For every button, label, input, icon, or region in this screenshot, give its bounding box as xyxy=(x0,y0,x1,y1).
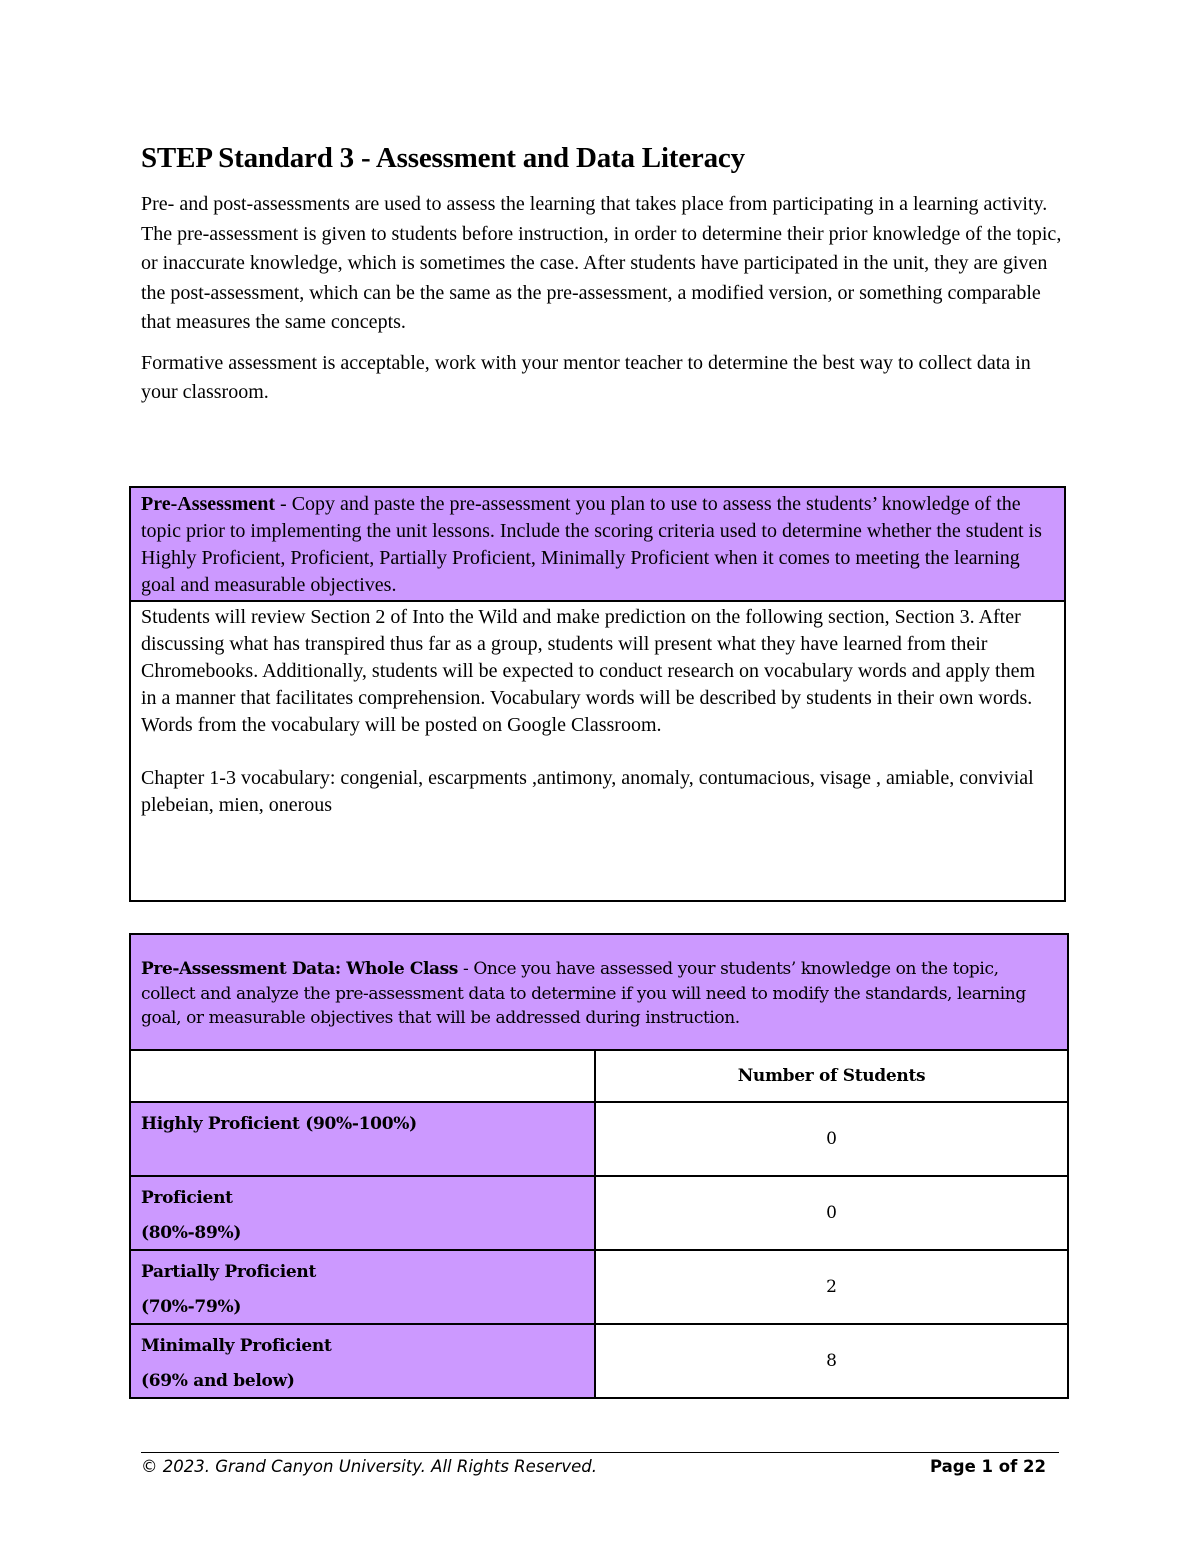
count-cell-highly-proficient[interactable]: 0 xyxy=(826,1129,837,1149)
table-row xyxy=(131,1325,1067,1397)
row-label-highly-proficient xyxy=(131,1103,596,1175)
row-label-line-1: Partially Proficient xyxy=(141,1262,317,1282)
row-label-line-2: (70%-79%) xyxy=(141,1297,242,1317)
page-prefix: Page xyxy=(930,1457,982,1476)
table-header-row xyxy=(131,1051,1067,1103)
row-label-partially-proficient xyxy=(131,1251,596,1323)
table-row xyxy=(131,1103,1067,1177)
intro-paragraph-1: Pre- and post-assessments are used to assess the learning that takes place from participating in a learning activity. The pre-assessment is given to students before instruction, in order to determine their prior knowledge of the topic, or inaccurate knowledge, which is sometimes the case. After students have participated in the unit, they are given the post-assessment, which can be the same as the pre-assessment, a modified version, or something comparable that measures the same concepts. xyxy=(141,193,1062,333)
page-total: 22 xyxy=(1023,1457,1046,1476)
pre-assessment-heading xyxy=(131,488,1064,602)
pre-assessment-box xyxy=(129,486,1066,902)
column-header-number-of-students: Number of Students xyxy=(737,1066,926,1086)
row-label-line-2: (80%-89%) xyxy=(141,1223,242,1243)
pre-assessment-heading-bold: Pre-Assessment xyxy=(141,493,276,515)
pre-assessment-heading-text: - Copy and paste the pre-assessment you plan to use to assess the students’ knowledge of the topic prior to implementing the unit lessons. Include the scoring criteria used to determine whether the student is Highly Proficient, Proficient, Partially Proficient, Minimally Proficient when it comes to meeting the learning goal and measurable objectives. xyxy=(141,493,1042,596)
copyright-text: 2023. Grand Canyon University. All Rights Reserved. xyxy=(157,1457,597,1476)
data-table-heading-bold: Pre-Assessment Data: Whole Class xyxy=(141,959,458,979)
row-label-line-1: Proficient xyxy=(141,1188,233,1208)
intro-text xyxy=(141,190,1071,419)
pre-assessment-response[interactable] xyxy=(131,602,1064,900)
page-title: STEP Standard 3 - Assessment and Data Literacy xyxy=(141,142,745,174)
page-current: 1 xyxy=(981,1457,994,1476)
row-label-line-2: (69% and below) xyxy=(141,1371,295,1391)
row-label-line-1: Highly Proficient (90%-100%) xyxy=(141,1114,417,1134)
footer-divider xyxy=(141,1452,1059,1453)
copyright-symbol: © xyxy=(141,1457,158,1476)
table-header-empty-cell xyxy=(131,1051,596,1101)
footer-copyright xyxy=(141,1457,597,1476)
pre-assessment-data-table xyxy=(129,933,1069,1399)
row-label-proficient xyxy=(131,1177,596,1249)
data-table-heading xyxy=(131,935,1067,1051)
data-table-heading-text: - Once you have assessed your students’ knowledge on the topic, collect and analyze the pre-assessment data to determine if you will need to modify the standards, learning goal, or measurable objectives that will be addressed during instruction. xyxy=(141,959,1026,1028)
table-row xyxy=(131,1177,1067,1251)
count-cell-proficient[interactable]: 0 xyxy=(826,1203,837,1223)
pre-assessment-response-paragraph-1: Students will review Section 2 of Into the Wild and make prediction on the following section, Section 3. After discussing what has transpired thus far as a group, students will present what they have learned from their Chromebooks. Additionally, students will be expected to conduct research on vocabulary words and apply them in a manner that facilitates comprehension. Vocabulary words will be described by students in their own words. Words from the vocabulary will be posted on Google Classroom. xyxy=(141,606,1036,736)
pre-assessment-vocabulary: Chapter 1-3 vocabulary: congenial, escarpments ,antimony, anomaly, contumacious, visage , amiable, convivial plebeian, mien, onerous xyxy=(141,767,1034,816)
row-label-line-1: Minimally Proficient xyxy=(141,1336,332,1356)
intro-paragraph-2: Formative assessment is acceptable, work with your mentor teacher to determine the best way to collect data in your classroom. xyxy=(141,351,1031,403)
table-row xyxy=(131,1251,1067,1325)
page-mid: of xyxy=(993,1457,1024,1476)
page-footer xyxy=(141,1457,1046,1476)
count-cell-minimally-proficient[interactable]: 8 xyxy=(826,1351,837,1371)
footer-page-number xyxy=(930,1457,1046,1476)
row-label-minimally-proficient xyxy=(131,1325,596,1397)
count-cell-partially-proficient[interactable]: 2 xyxy=(826,1277,837,1297)
